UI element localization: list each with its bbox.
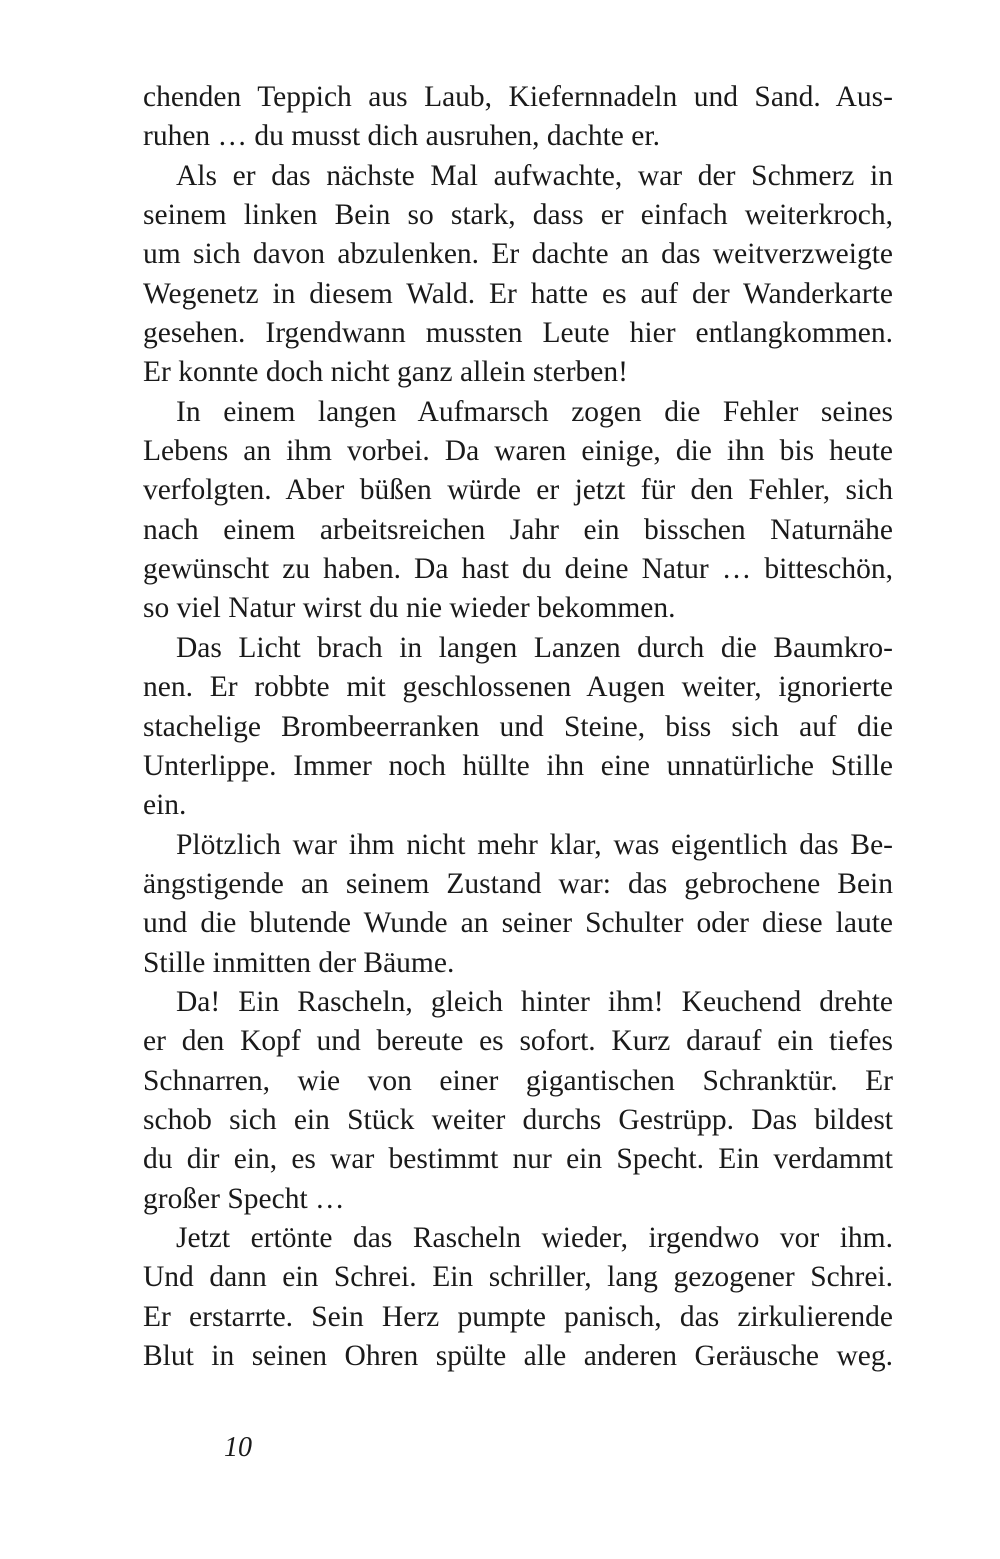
text-line: Und dann ein Schrei. Ein schriller, lang gezogener Schrei. (143, 1261, 893, 1294)
text-line: Als er das nächste Mal aufwachte, war der Schmerz in (176, 159, 893, 192)
text-line: ängstigende an seinem Zustand war: das gebrochene Bein (143, 867, 893, 900)
text-line: In einem langen Aufmarsch zogen die Fehler seines (176, 395, 893, 428)
text-line: Er erstarrte. Sein Herz pumpte panisch, das zirkulierende (143, 1300, 893, 1333)
text-line: schob sich ein Stück weiter durchs Gestrüpp. Das bildest (143, 1103, 893, 1136)
text-line: so viel Natur wirst du nie wieder bekommen. (143, 592, 676, 625)
text-line: Das Licht brach in langen Lanzen durch die Baumkro- (176, 631, 893, 664)
text-line: Plötzlich war ihm nicht mehr klar, was eigentlich das Be- (176, 828, 893, 861)
text-line: verfolgten. Aber büßen würde er jetzt für den Fehler, sich (143, 474, 893, 507)
text-line: gesehen. Irgendwann mussten Leute hier entlangkommen. (143, 317, 893, 350)
paragraph (143, 157, 893, 393)
paragraph (143, 983, 893, 1219)
text-line: Jetzt ertönte das Rascheln wieder, irgendwo vor ihm. (176, 1221, 893, 1254)
text-line: stachelige Brombeerranken und Steine, biss sich auf die (143, 710, 893, 743)
text-line: gewünscht zu haben. Da hast du deine Natur … bitteschön, (143, 553, 893, 586)
paragraph (143, 393, 893, 629)
text-line: Blut in seinen Ohren spülte alle anderen Geräusche weg. (143, 1340, 893, 1372)
text-line: Wegenetz in diesem Wald. Er hatte es auf der Wanderkarte (143, 277, 893, 310)
text-line: ruhen … du musst dich ausruhen, dachte er. (143, 120, 660, 153)
paragraph (143, 78, 893, 157)
text-line: Schnarren, wie von einer gigantischen Schranktür. Er (143, 1064, 893, 1097)
text-line: nen. Er robbte mit geschlossenen Augen weiter, ignorierte (143, 671, 893, 704)
text-line: Er konnte doch nicht ganz allein sterben! (143, 356, 628, 389)
text-line: und die blutende Wunde an seiner Schulter oder diese laute (143, 907, 893, 940)
text-line: ein. (143, 789, 187, 822)
paragraph (143, 826, 893, 983)
text-line: Da! Ein Rascheln, gleich hinter ihm! Keuchend drehte (176, 985, 893, 1018)
text-line: Stille inmitten der Bäume. (143, 946, 455, 979)
text-line: seinem linken Bein so stark, dass er einfach weiterkroch, (143, 199, 893, 232)
text-line: chenden Teppich aus Laub, Kiefernnadeln und Sand. Aus- (143, 81, 893, 113)
text-line: er den Kopf und bereute es sofort. Kurz darauf ein tiefes (143, 1025, 893, 1058)
text-line: du dir ein, es war bestimmt nur ein Specht. Ein verdammt (143, 1143, 893, 1176)
paragraph (143, 1219, 893, 1376)
text-line: großer Specht … (143, 1182, 345, 1215)
text-line: nach einem arbeitsreichen Jahr ein bisschen Naturnähe (143, 513, 893, 546)
text-line: um sich davon abzulenken. Er dachte an das weitverzweigte (143, 238, 893, 271)
paragraph (143, 629, 893, 826)
page-number: 10 (224, 1432, 252, 1463)
text-line: Unterlippe. Immer noch hüllte ihn eine unnatürliche Stille (143, 749, 893, 782)
page-body (143, 78, 893, 1376)
text-line: Lebens an ihm vorbei. Da waren einige, die ihn bis heute (143, 435, 893, 468)
